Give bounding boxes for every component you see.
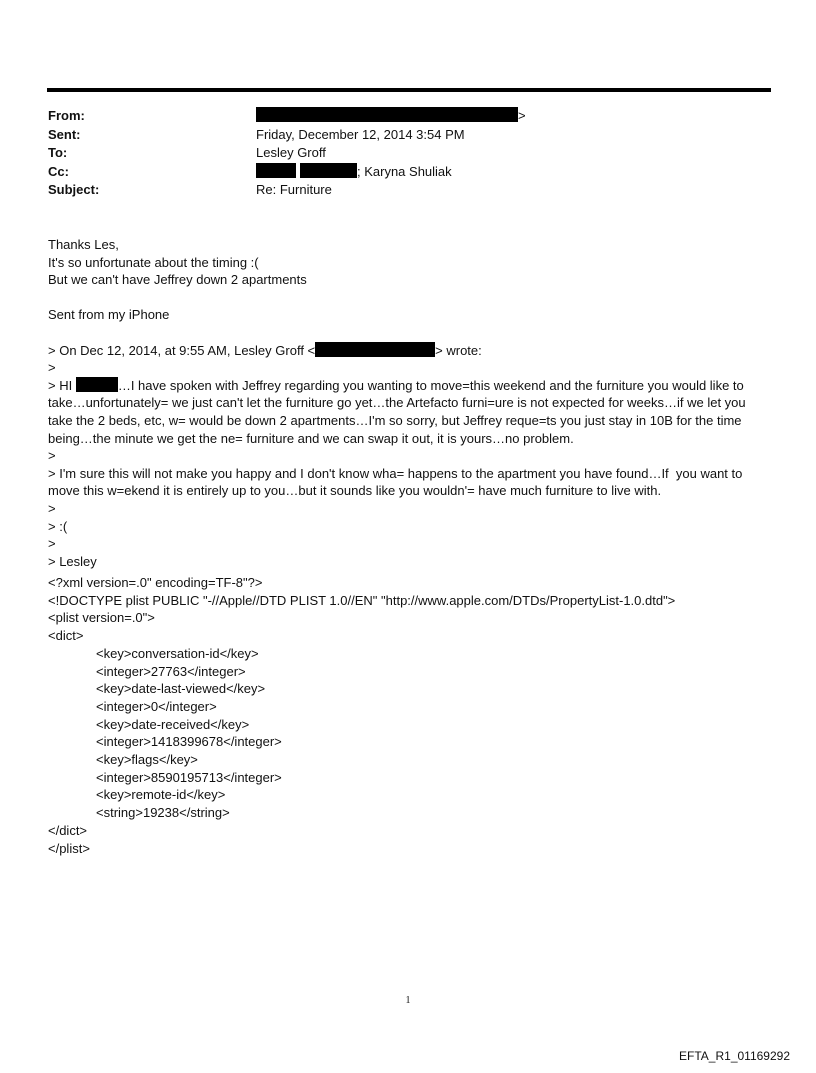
xml-line: <plist version=.0"> (48, 610, 155, 626)
quote-line: > :( (48, 518, 68, 534)
document-id: EFTA_R1_01169292 (679, 1049, 790, 1063)
quote-paragraph (48, 377, 770, 447)
cc-label: Cc: (48, 163, 69, 179)
quote-line: > (48, 500, 56, 516)
quote-intro-suffix: > wrote: (435, 342, 482, 358)
xml-line: <!DOCTYPE plist PUBLIC "-//Apple//DTD PLIST 1.0//EN" "http://www.apple.com/DTDs/PropertyList-1.0.dtd"> (48, 592, 676, 608)
redaction-block (256, 163, 296, 178)
xml-line: <integer>1418399678</integer> (96, 734, 282, 750)
xml-line: <dict> (48, 628, 84, 644)
cc-value (256, 163, 452, 182)
to-value: Lesley Groff (256, 145, 326, 160)
subject-value: Re: Furniture (256, 182, 332, 197)
body-line: It's so unfortunate about the timing :( (48, 254, 259, 270)
to-label: To: (48, 145, 68, 160)
cc-names: ; Karyna Shuliak (357, 163, 452, 179)
quote-intro (48, 342, 770, 360)
xml-line: </plist> (48, 840, 90, 856)
xml-line: <key>flags</key> (96, 752, 198, 768)
subject-label: Subject: (48, 182, 100, 197)
to-row (48, 144, 526, 163)
quote-line: > (48, 360, 56, 376)
xml-line: <?xml version=.0" encoding=TF-8"?> (48, 575, 263, 590)
sent-row (48, 126, 526, 145)
from-row (48, 107, 526, 126)
redaction-block (300, 163, 357, 178)
quote-line: > (48, 448, 56, 464)
quote-line: > Lesley (48, 553, 97, 569)
sent-value: Friday, December 12, 2014 3:54 PM (256, 126, 465, 142)
redaction-block (76, 377, 118, 392)
xml-line: <key>date-last-viewed</key> (96, 681, 266, 697)
email-body (48, 236, 770, 570)
from-value (256, 107, 526, 126)
quote-greeting: > HI (48, 377, 76, 393)
xml-line: <key>date-received</key> (96, 716, 250, 732)
header-rule (47, 88, 771, 92)
xml-line: </dict> (48, 822, 88, 838)
cc-row (48, 163, 526, 182)
from-suffix: > (518, 108, 526, 123)
quote-intro-text: > On Dec 12, 2014, at 9:55 AM, Lesley Groff < (48, 342, 316, 358)
email-header (48, 107, 526, 200)
from-label: From: (48, 108, 85, 123)
redaction-block (315, 342, 435, 357)
xml-line: <key>conversation-id</key> (96, 645, 259, 661)
quote-text: …I have spoken with Jeffrey regarding you wanting to move=this weekend and the furniture you would like to take…unfortunately= we just can't let the furniture go yet…the Artefacto furni=ure is not expected for weeks…if we let you take the 2 beds, etc, w= would be down 2 apartments…I'm so sorry, but Jeffrey reque=ts you just stay in 10B for the time being…the minute we get the ne= furniture and we can swap it out, it is yours…no problem. (48, 377, 750, 446)
subject-row (48, 181, 526, 200)
redaction-block (256, 107, 518, 122)
body-line: Thanks Les, (48, 237, 119, 252)
plist-xml (48, 574, 675, 857)
signature-line: Sent from my iPhone (48, 307, 170, 323)
xml-line: <integer>27763</integer> (96, 663, 246, 679)
xml-line: <integer>8590195713</integer> (96, 769, 282, 785)
page-number: 1 (405, 995, 411, 1006)
xml-line: <key>remote-id</key> (96, 787, 226, 803)
xml-line: <integer>0</integer> (96, 698, 217, 714)
quote-line: > (48, 536, 56, 552)
body-line: But we can't have Jeffrey down 2 apartments (48, 272, 307, 288)
xml-line: <string>19238</string> (96, 805, 230, 821)
quote-paragraph: > I'm sure this will not make you happy and I don't know wha= happens to the apartment you have found…If you want to move this w=ekend it is entirely up to you…but it sounds like you wouldn'= have much furniture to live with. (48, 465, 747, 499)
sent-label: Sent: (48, 126, 81, 142)
